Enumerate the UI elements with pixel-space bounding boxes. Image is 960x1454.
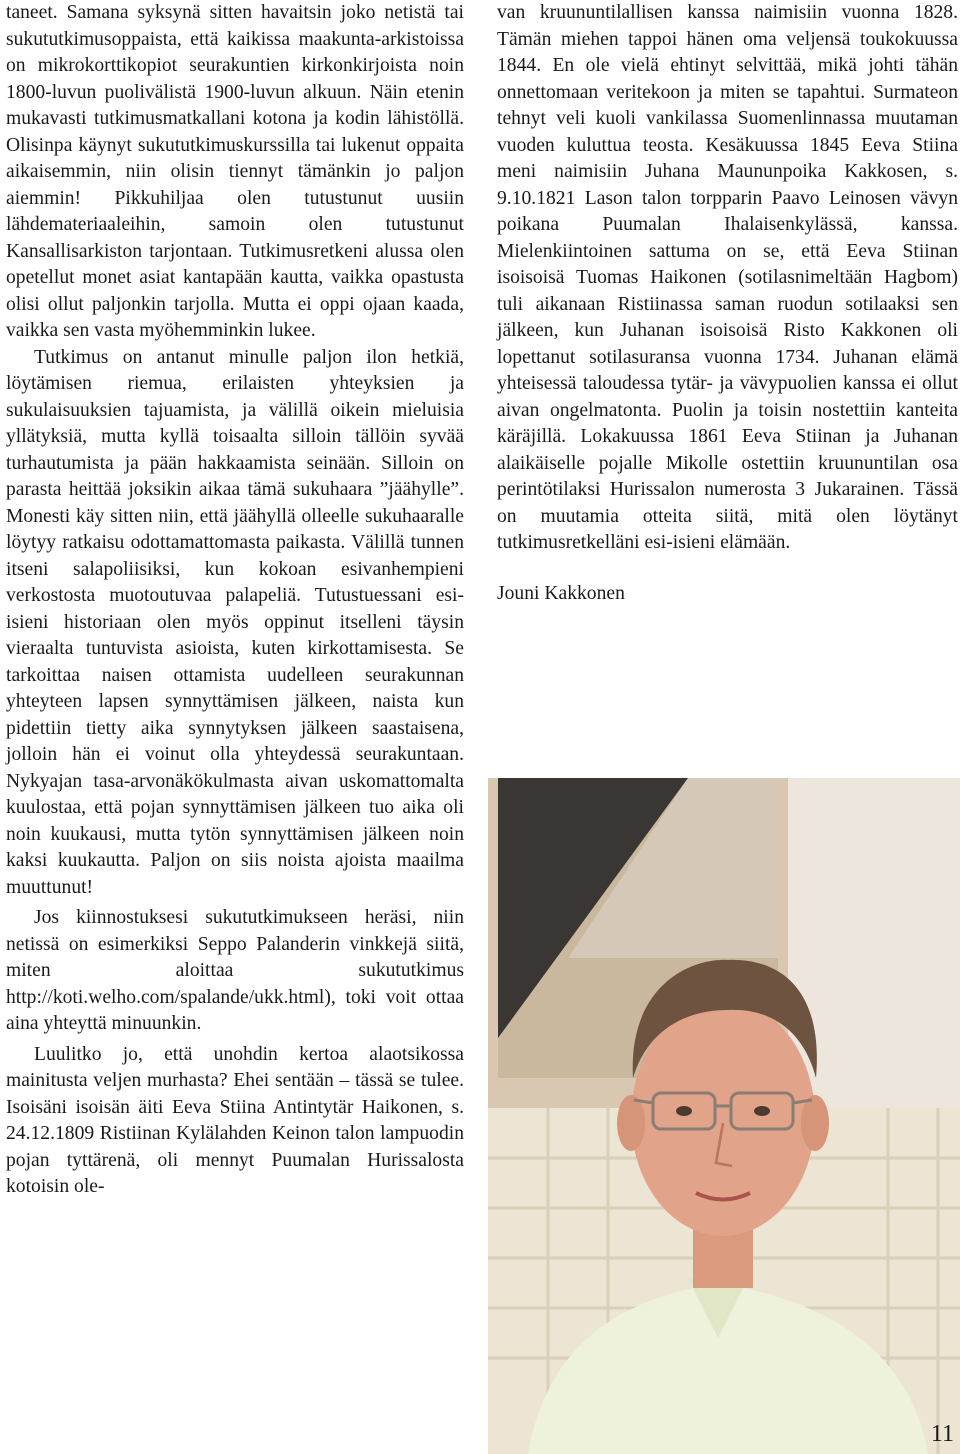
paragraph-1: taneet. Samana syksynä sitten havaitsin joko netistä tai sukututkimusoppaista, että kaikissa maakunta-arkistoissa on mikrokorttikopiot seurakuntien kirkonkirjoista noin 1800-luvun puolivälistä 1900-luvun alkuun. Näin etenin mukavasti tutkimusmatkallani kotona ja kodin lähistöllä. Olisinpa käynyt sukututkimuskurssilla tai lukenut oppaita aikaisemmin, niin olisin tiennyt tämänkin jo paljon aiemmin! Pikkuhiljaa olen tutustunut uusiin lähdemateriaaleihin, samoin olen tutustunut Kansallisarkiston tarjontaan. Tutkimusretkeni alussa olen opetellut monet asiat kantapään kautta, vaikka opastusta olisi ollut paljonkin tarjolla. Mutta ei oppi ojaan kaada, vaikka sen vasta myöhemminkin lukee.	[6, 2, 464, 341]
left-ear	[617, 1095, 645, 1151]
right-text-column	[497, 0, 958, 607]
paragraph-3: Jos kiinnostuksesi sukututkimukseen heräsi, niin netissä on esimerkiksi Seppo Palanderin vinkkejä siitä, miten aloittaa sukututkimus http://koti.welho.com/spalande/ukk.html), toki voit ottaa aina yhteyttä minuunkin.	[6, 907, 464, 1034]
paragraph-4: Luulitko jo, että unohdin kertoa alaotsikossa mainitusta veljen murhasta? Ehei sentään – tässä se tulee. Isoisäni isoisän äiti Eeva Stiina Antintytär Haikonen, s. 24.12.1809 Ristiinan Kylälahden Keinon talon lampuodin pojan tyttärenä, oli mennyt Puumalan Hurissalosta kotoisin ole-	[6, 1043, 464, 1197]
author-signature: Jouni Kakkonen	[497, 582, 625, 604]
author-portrait-photo	[488, 778, 960, 1454]
paragraph-5: van kruununtilallisen kanssa naimisiin vuonna 1828. Tämän miehen tappoi hänen oma veljensä toukokuussa 1844. En ole vielä ehtinyt selvittää, mikä johti tähän onnettomaan veritekoon ja miten se tapahtui. Surmateon tehnyt veli kuoli vankilassa Suomenlinnassa muutaman vuoden kuluttua teosta. Kesäkuussa 1845 Eeva Stiina meni naimisiin Juhana Maununpoika Kakkosen, s. 9.10.1821 Lason talon torpparin Paavo Leinosen vävyn poikana Puumalan Ihalaisenkylässä, kanssa. Mielenkiintoinen sattuma on se, että Eeva Stiinan isoisoisä Tuomas Haikonen (sotilasnimeltään Hagbom) tuli aikanaan Ristiinassa saman ruodun sotilaaksi sen jälkeen, kun Juhanan isoisoisä Risto Kakkonen oli lopettanut sotilasuransa vuonna 1734. Juhanan elämä yhteisessä taloudessa tytär- ja vävypuolien kanssa ei ollut aivan ongelmatonta. Puolin ja toisin nostettiin kanteita käräjillä. Lokakuussa 1861 Eeva Stiinan ja Juhanan alaikäiselle pojalle Mikolle ostettiin kruununtilan osa perintötilaksi Hurissalon numerosta 3 Jukarainen. Tässä on muutamia otteita siitä, mitä olen löytänyt tutkimusretkelläni esi-isieni elämään.	[497, 2, 958, 553]
page-number: 11	[930, 1421, 954, 1447]
left-text-column	[6, 0, 464, 1201]
right-eye	[754, 1106, 770, 1116]
paragraph-2: Tutkimus on antanut minulle paljon ilon hetkiä, löytämisen riemua, erilaisten yhteyksien ja sukulaisuuksien tajuamista, ja välillä oikein mieluisia yllätyksiä, mutta kyllä toisaalta silloin tällöin syvää turhautumista ja pään hakkaamista seinään. Silloin on parasta heittää joksikin aikaa tämä sukuhaara ”jäähylle”. Monesti käy sitten niin, että jäähyllä olleelle sukuhaaralle löytyy ratkaisu odottamattomasta paikasta. Välillä tunnen itseni salapoliisiksi, kun kokoan esivanhempieni verkostosta muotoutuvaa palapeliä. Tutustuessani esi-isieni historiaan olen myös oppinut itselleni täysin vieraalta tuntuvista asioista, kuten kirkottamisesta. Se tarkoittaa naisen ottamista uudelleen seurakunnan yhteyteen lapsen synnyttämisen jälkeen, naista kun pidettiin tietty aika synnytyksen jälkeen saastaisena, jolloin hän ei voinut olla yhteydessä seurakuntaan. Nykyajan tasa-arvonäkökulmasta aivan uskomattomalta kuulostaa, että pojan synnyttämisen jälkeen tuo aika oli noin kuukausi, mutta tytön synnyttämisen jälkeen noin kaksi kuukautta. Paljon on siis noista ajoista maailma muuttunut!	[6, 346, 464, 898]
right-ear	[801, 1095, 829, 1151]
portrait-illustration	[488, 778, 960, 1454]
left-eye	[676, 1106, 692, 1116]
